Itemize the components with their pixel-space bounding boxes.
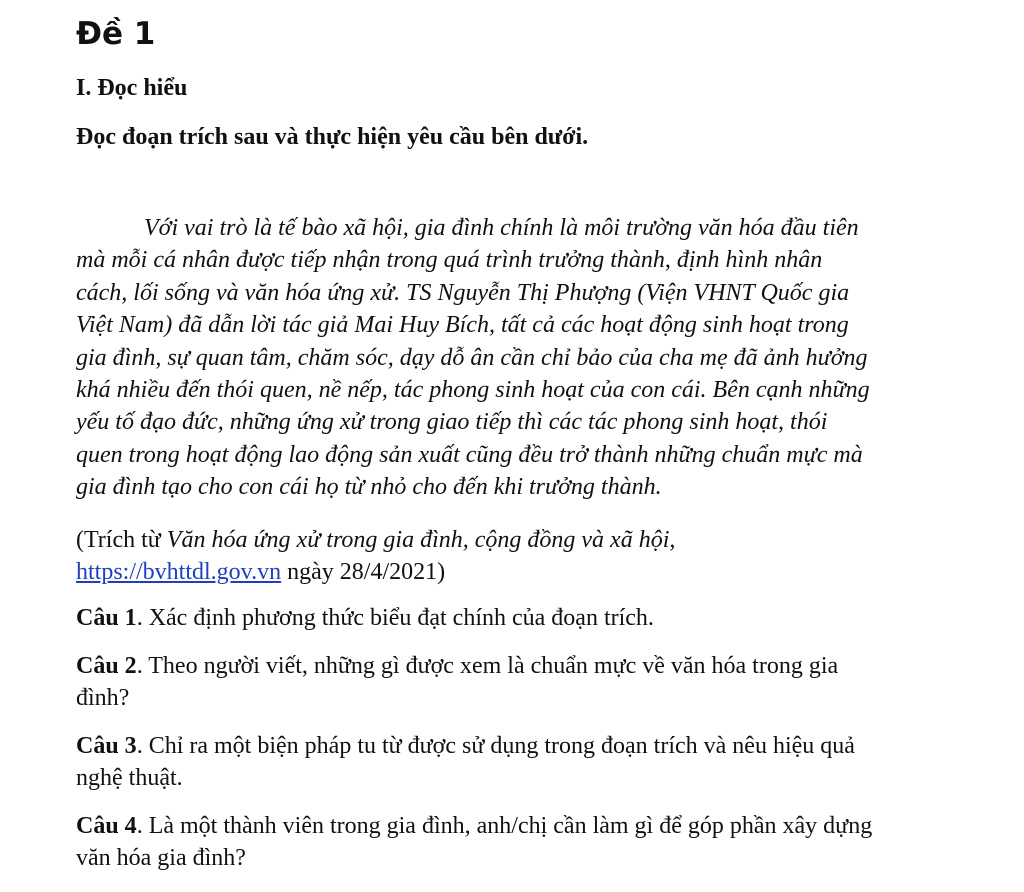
passage-line: cách, lối sống và văn hóa ứng xử. TS Nguyễn Thị Phượng (Viện VHNT Quốc gia <box>76 279 850 306</box>
passage-line: Với vai trò là tế bào xã hội, gia đình chính là môi trường văn hóa đầu tiên <box>144 215 859 241</box>
source-link[interactable]: https://bvhttdl.gov.vn <box>76 559 282 585</box>
section-title: I. Đọc hiểu <box>76 75 188 101</box>
question-label: Câu 1 <box>76 605 137 631</box>
instruction-text: Đọc đoạn trích sau và thực hiện yêu cầu bên dưới. <box>76 124 589 150</box>
source-citation <box>76 524 976 588</box>
passage-line: Việt Nam) đã dẫn lời tác giả Mai Huy Bích, tất cả các hoạt động sinh hoạt trong <box>76 312 849 339</box>
question-text-continuation: đình? <box>76 685 130 711</box>
question-3 <box>76 730 956 794</box>
exam-heading: Đề 1 <box>76 16 156 52</box>
question-line <box>76 650 956 682</box>
passage-line: yếu tố đạo đức, những ứng xử trong giao tiếp thì các tác phong sinh hoạt, thói <box>76 409 828 436</box>
passage-line: khá nhiều đến thói quen, nề nếp, tác phong sinh hoạt của con cái. Bên cạnh những <box>76 377 870 404</box>
source-line-2 <box>76 556 976 588</box>
question-line <box>76 810 956 842</box>
source-title: Văn hóa ứng xử trong gia đình, cộng đồng và xã hội, <box>166 527 676 553</box>
source-date: ngày 28/4/2021) <box>281 559 446 585</box>
question-2 <box>76 650 956 714</box>
question-label: Câu 3 <box>76 733 137 759</box>
question-label: Câu 4 <box>76 813 137 839</box>
question-text: . Xác định phương thức biểu đạt chính của đoạn trích. <box>136 605 654 631</box>
question-line <box>76 730 956 762</box>
question-text: . Theo người viết, những gì được xem là chuẩn mực về văn hóa trong gia <box>136 653 839 679</box>
passage-line: gia đình tạo cho con cái họ từ nhỏ cho đến khi trưởng thành. <box>76 474 662 501</box>
question-text-continuation: nghệ thuật. <box>76 765 183 791</box>
source-line-1 <box>76 524 976 556</box>
question-1 <box>76 602 956 634</box>
question-4 <box>76 810 956 874</box>
passage-line: gia đình, sự quan tâm, chăm sóc, dạy dỗ ân cần chỉ bảo của cha mẹ đã ảnh hưởng <box>76 344 868 371</box>
question-label: Câu 2 <box>76 653 137 679</box>
question-text: . Chỉ ra một biện pháp tu từ được sử dụng trong đoạn trích và nêu hiệu quả <box>136 733 855 759</box>
question-line <box>76 602 956 634</box>
passage-line: mà mỗi cá nhân được tiếp nhận trong quá trình trưởng thành, định hình nhân <box>76 247 823 274</box>
question-text-continuation: văn hóa gia đình? <box>76 845 246 871</box>
question-text: . Là một thành viên trong gia đình, anh/chị cần làm gì để góp phần xây dựng <box>136 813 873 839</box>
passage-line: quen trong hoạt động lao động sản xuất cũng đều trở thành những chuẩn mực mà <box>76 441 863 468</box>
reading-passage <box>76 212 956 504</box>
source-prefix: (Trích từ <box>76 527 167 553</box>
